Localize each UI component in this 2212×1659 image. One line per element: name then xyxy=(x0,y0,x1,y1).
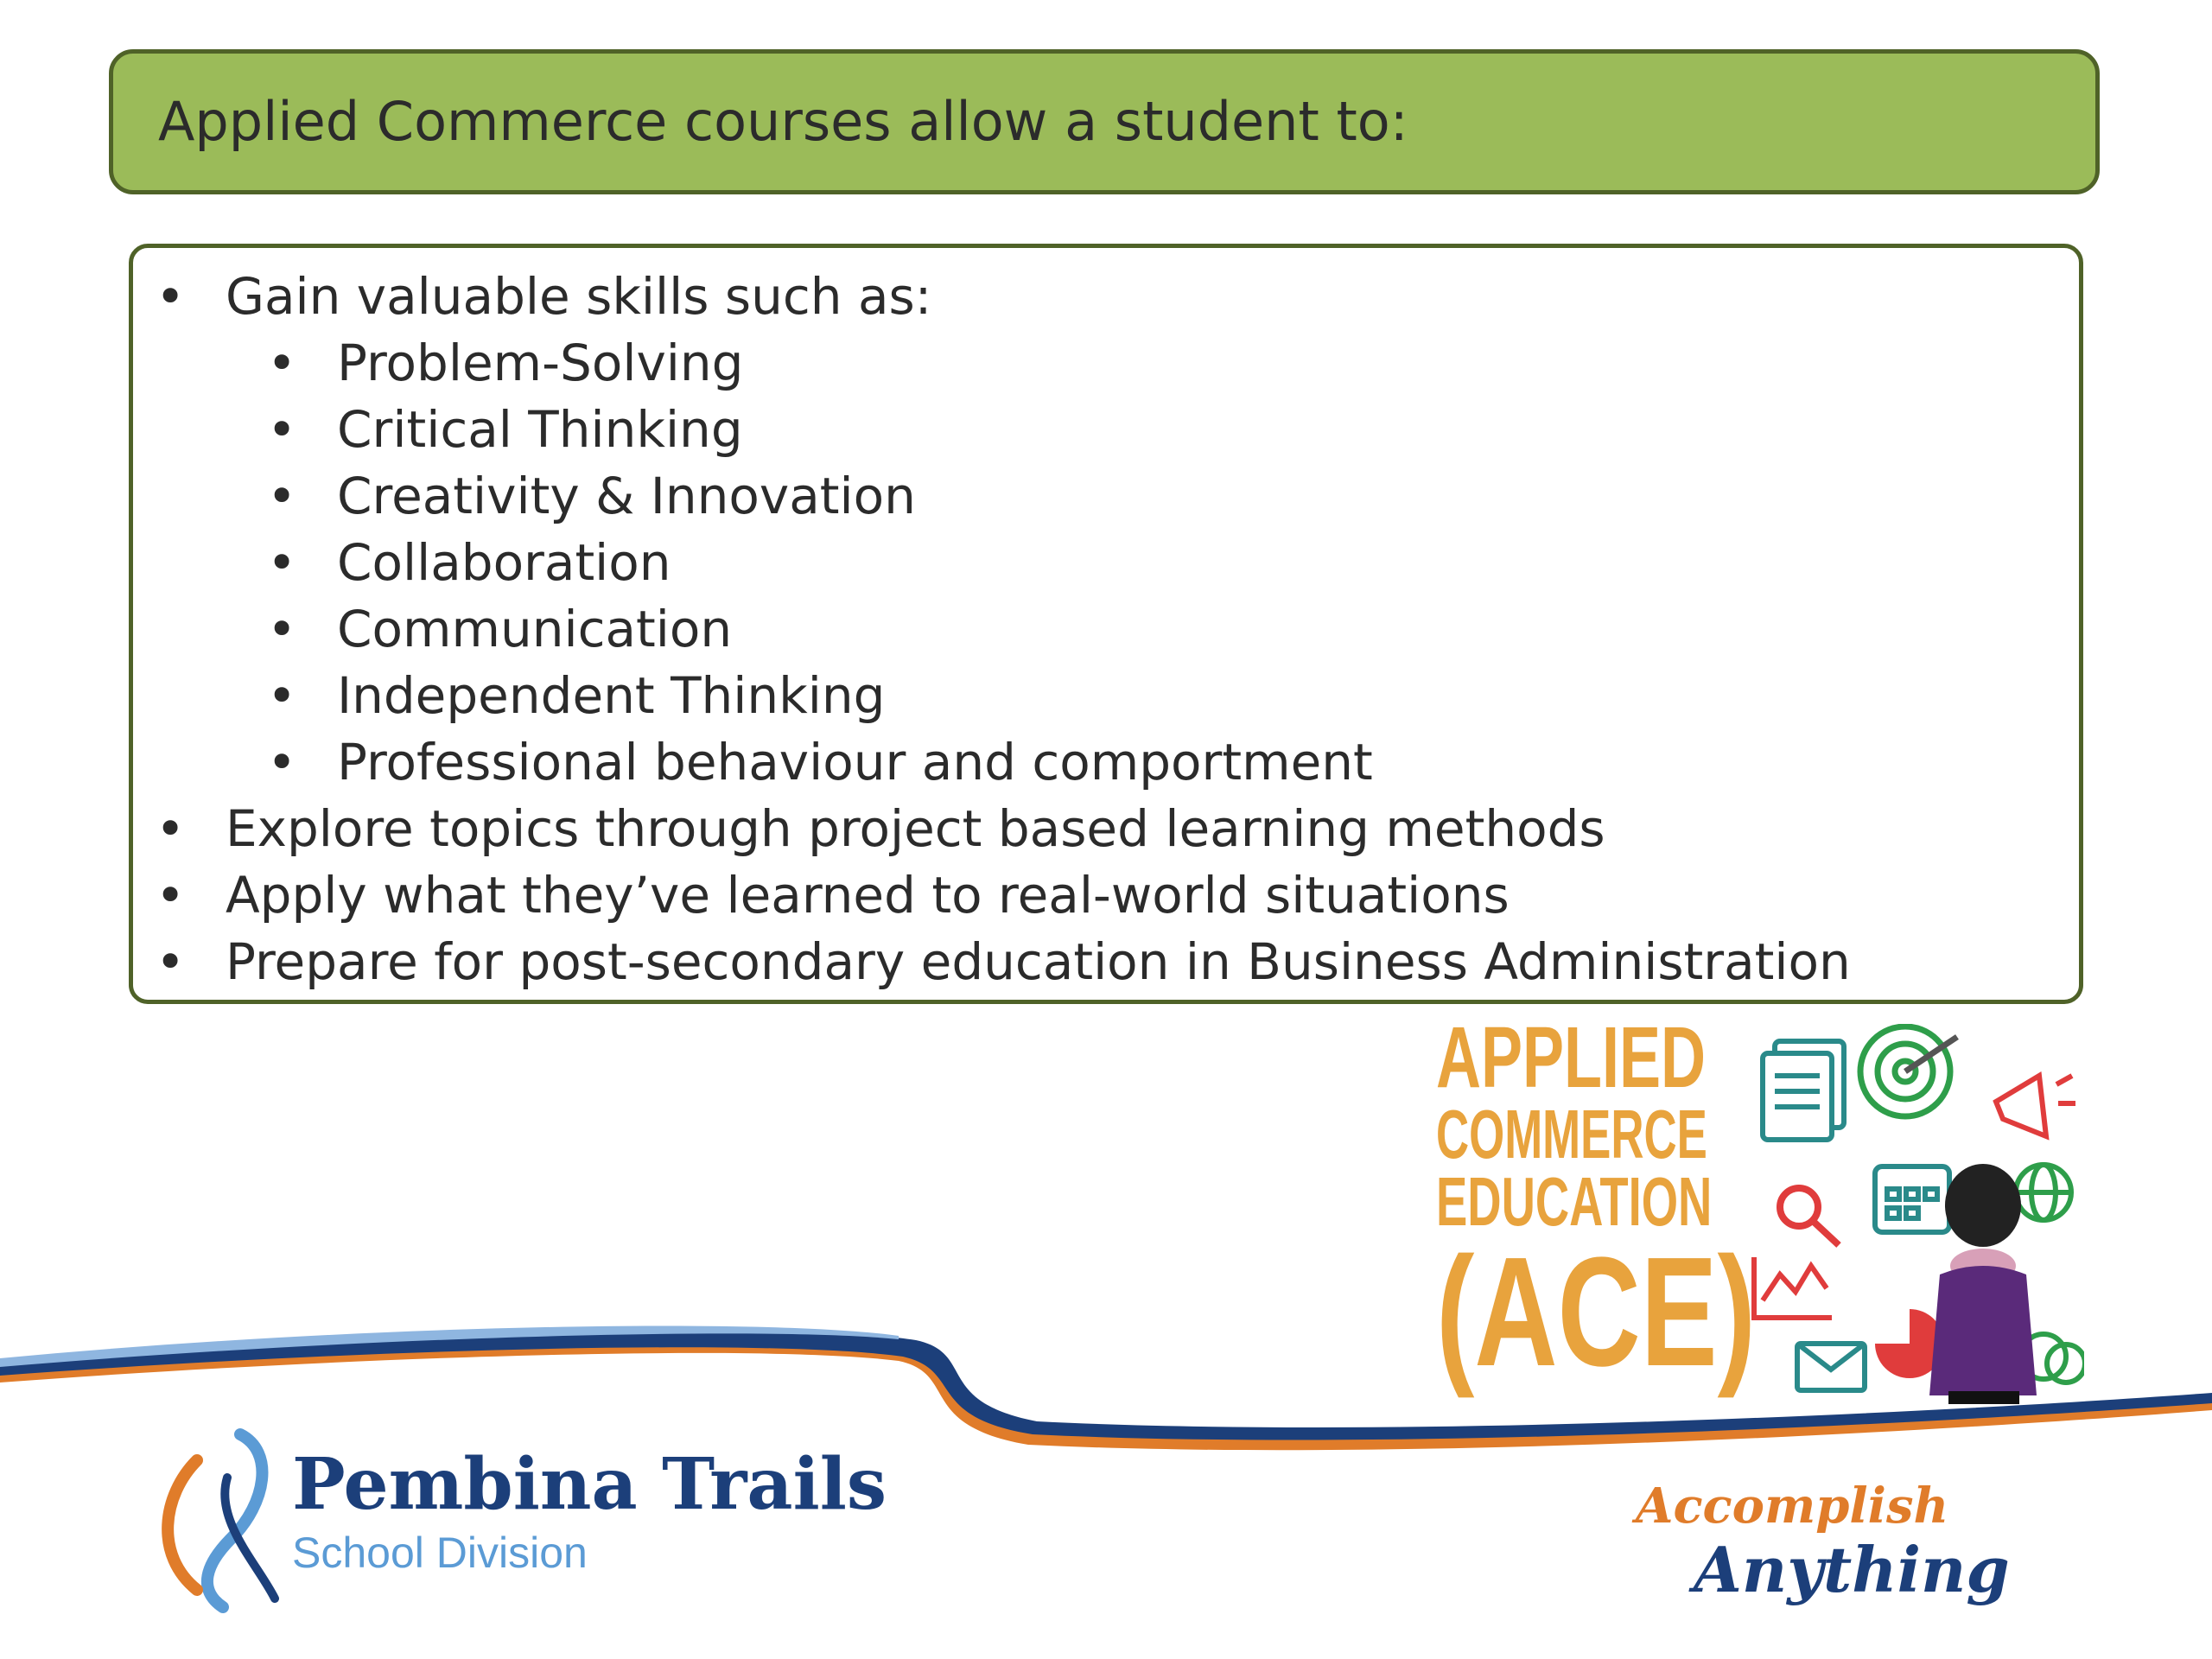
ace-title-line: APPLIED xyxy=(1436,1009,1707,1106)
logo-mark-icon xyxy=(145,1426,292,1616)
trend-chart-icon xyxy=(1754,1257,1832,1318)
content-box xyxy=(129,244,2083,1004)
school-division-logo xyxy=(145,1417,887,1616)
list-item-text: Explore topics through project based learning methods xyxy=(226,799,1605,858)
logo-title: Pembina Trails xyxy=(292,1443,887,1526)
documents-icon xyxy=(1763,1041,1844,1140)
skill-text: Creativity & Innovation xyxy=(337,467,916,525)
bullet: • xyxy=(156,932,186,991)
skill-text: Communication xyxy=(337,600,733,658)
ace-graphic xyxy=(1417,1007,2084,1404)
ace-title-line: COMMERCE xyxy=(1436,1096,1707,1173)
bullet: • xyxy=(267,400,297,459)
bullet: • xyxy=(156,866,186,925)
header-banner xyxy=(109,49,2100,194)
tagline-line-1: Accomplish xyxy=(1636,1478,1949,1535)
calendar-icon xyxy=(1875,1166,1949,1232)
globe-icon xyxy=(2016,1165,2071,1220)
bullet: • xyxy=(267,733,297,791)
list-item-text: Apply what they’ve learned to real-world situations xyxy=(226,866,1510,925)
bullet: • xyxy=(267,666,297,725)
bullet: • xyxy=(267,600,297,658)
tagline-line-2: Anything xyxy=(1694,1533,2010,1606)
icon-collage xyxy=(1745,1024,2084,1404)
list-item-text: Gain valuable skills such as: xyxy=(226,267,932,326)
student-figure xyxy=(1929,1164,2037,1404)
ace-title-line: EDUCATION xyxy=(1436,1163,1713,1240)
magnifier-icon xyxy=(1780,1188,1839,1245)
skill-text: Professional behaviour and comportment xyxy=(337,733,1373,791)
bullet: • xyxy=(156,267,186,326)
skill-text: Collaboration xyxy=(337,533,671,592)
skill-text: Critical Thinking xyxy=(337,400,743,459)
bullet: • xyxy=(267,467,297,525)
megaphone-icon xyxy=(1996,1076,2075,1136)
skill-text: Problem-Solving xyxy=(337,334,744,392)
bullet: • xyxy=(267,533,297,592)
envelope-icon xyxy=(1797,1344,1865,1390)
ace-title-line: (ACE) xyxy=(1436,1225,1756,1399)
slide-title: Applied Commerce courses allow a student to: xyxy=(158,90,1408,153)
bullet: • xyxy=(267,334,297,392)
target-icon xyxy=(1860,1027,1957,1116)
logo-subtitle: School Division xyxy=(292,1529,588,1577)
list-item-text: Prepare for post-secondary education in Business Administration xyxy=(226,932,1851,991)
skill-text: Independent Thinking xyxy=(337,666,886,725)
bullet: • xyxy=(156,799,186,858)
